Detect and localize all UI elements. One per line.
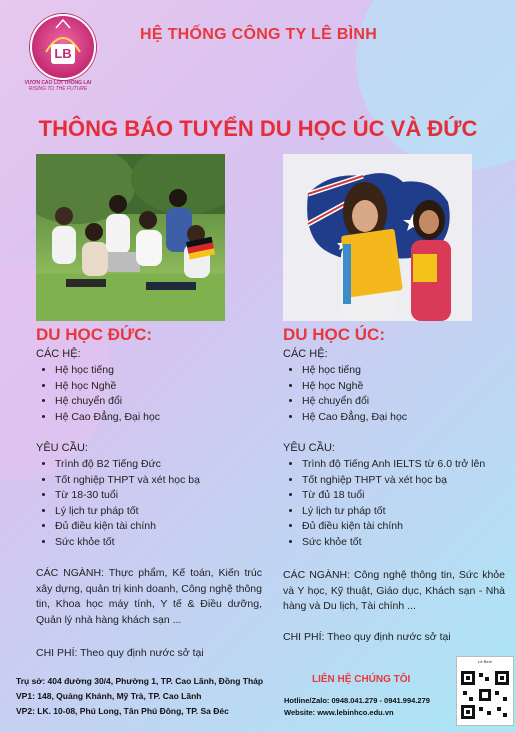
list-item: • Hệ Cao Đẳng, Đại học	[55, 410, 160, 426]
list-item: • Sức khỏe tốt	[55, 535, 200, 551]
list-item: • Hệ chuyển đổi	[55, 394, 160, 410]
germany-levels-label: CÁC HỆ:	[36, 348, 81, 360]
address-headquarters: Trụ sở: 404 đường 30/4, Phường 1, TP. Cao Lãnh, Đồng Tháp	[16, 676, 264, 686]
germany-requirements-list	[38, 457, 200, 551]
list-item: • Hệ học Nghề	[55, 379, 160, 395]
list-item: • Tốt nghiệp THPT và xét học bạ	[302, 473, 485, 489]
germany-majors: CÁC NGÀNH: Thực phẩm, Kế toán, Kiến trúc xây dựng, quản trị kinh doanh, Công nghệ thông tin, Khoa học máy tính, Y tế & Điều dưỡng, Quản lý nhà hàng khách sạn ...	[36, 567, 262, 626]
company-name: HỆ THỐNG CÔNG TY LÊ BÌNH	[140, 26, 378, 43]
company-logo	[30, 14, 96, 80]
list-item: • Lý lịch tư pháp tốt	[55, 504, 200, 520]
qr-label: Lê Bình	[478, 659, 492, 664]
website-link[interactable]: Website: www.lebinhco.edu.vn	[284, 708, 394, 717]
list-item: • Hệ Cao Đẳng, Đại học	[302, 410, 407, 426]
list-item: • Hệ học Nghề	[302, 379, 407, 395]
australia-heading: DU HỌC ÚC:	[283, 325, 385, 344]
germany-levels-list	[38, 363, 160, 425]
germany-cost: CHI PHÍ: Theo quy định nước sở tại	[36, 647, 204, 659]
list-item: • Từ đủ 18 tuổi	[302, 488, 485, 504]
australia-levels-label: CÁC HỆ:	[283, 348, 328, 360]
address-office-2: VP2: LK. 10-08, Phú Long, Tân Phú Đông, TP. Sa Đéc	[16, 706, 229, 716]
list-item: • Đủ điều kiện tài chính	[302, 519, 485, 535]
hotline: Hotline/Zalo: 0948.041.279 - 0941.994.279	[284, 696, 430, 705]
australia-cost: CHI PHÍ: Theo quy định nước sở tại	[283, 631, 451, 643]
address-office-1: VP1: 148, Quảng Khánh, Mỹ Trà, TP. Cao Lãnh	[16, 691, 202, 701]
germany-heading: DU HỌC ĐỨC:	[36, 325, 153, 344]
germany-students-photo	[36, 154, 225, 321]
list-item: • Hệ học tiếng	[55, 363, 160, 379]
australia-requirements-list	[285, 457, 485, 551]
list-item: • Sức khỏe tốt	[302, 535, 485, 551]
decor-circle-top-right	[356, 0, 516, 170]
qr-code[interactable]	[456, 656, 514, 726]
list-item: • Lý lịch tư pháp tốt	[302, 504, 485, 520]
list-item: • Từ 18-30 tuổi	[55, 488, 200, 504]
australia-levels-list	[285, 363, 407, 425]
list-item: • Tốt nghiệp THPT và xét học bạ	[55, 473, 200, 489]
logo-slogan: RISING TO THE FUTURE	[28, 86, 88, 92]
list-item: • Hệ chuyển đổi	[302, 394, 407, 410]
australia-requirements-label: YÊU CẦU:	[283, 442, 335, 454]
australia-students-photo	[283, 154, 472, 321]
list-item: • Trình độ B2 Tiếng Đức	[55, 457, 200, 473]
list-item: • Đủ điều kiện tài chính	[55, 519, 200, 535]
logo-tagline: VƯƠN CAO LỚI THÔNG LAI	[24, 80, 92, 86]
page-title: THÔNG BÁO TUYỂN DU HỌC ÚC VÀ ĐỨC	[38, 116, 478, 141]
qr-code-icon	[457, 667, 513, 723]
germany-requirements-label: YÊU CẦU:	[36, 442, 88, 454]
contact-heading: LIÊN HỆ CHÚNG TÔI	[312, 674, 411, 685]
list-item: • Hệ học tiếng	[302, 363, 407, 379]
australia-majors: CÁC NGÀNH: Công nghệ thông tin, Sức khỏe và Y học, Kỹ thuật, Giáo dục, Khách sạn - Nhà hàng và Du lịch, Tài chính ...	[283, 569, 505, 612]
list-item: • Trình độ Tiếng Anh IELTS từ 6.0 trở lên	[302, 457, 485, 473]
logo-letters: LB	[54, 46, 72, 61]
